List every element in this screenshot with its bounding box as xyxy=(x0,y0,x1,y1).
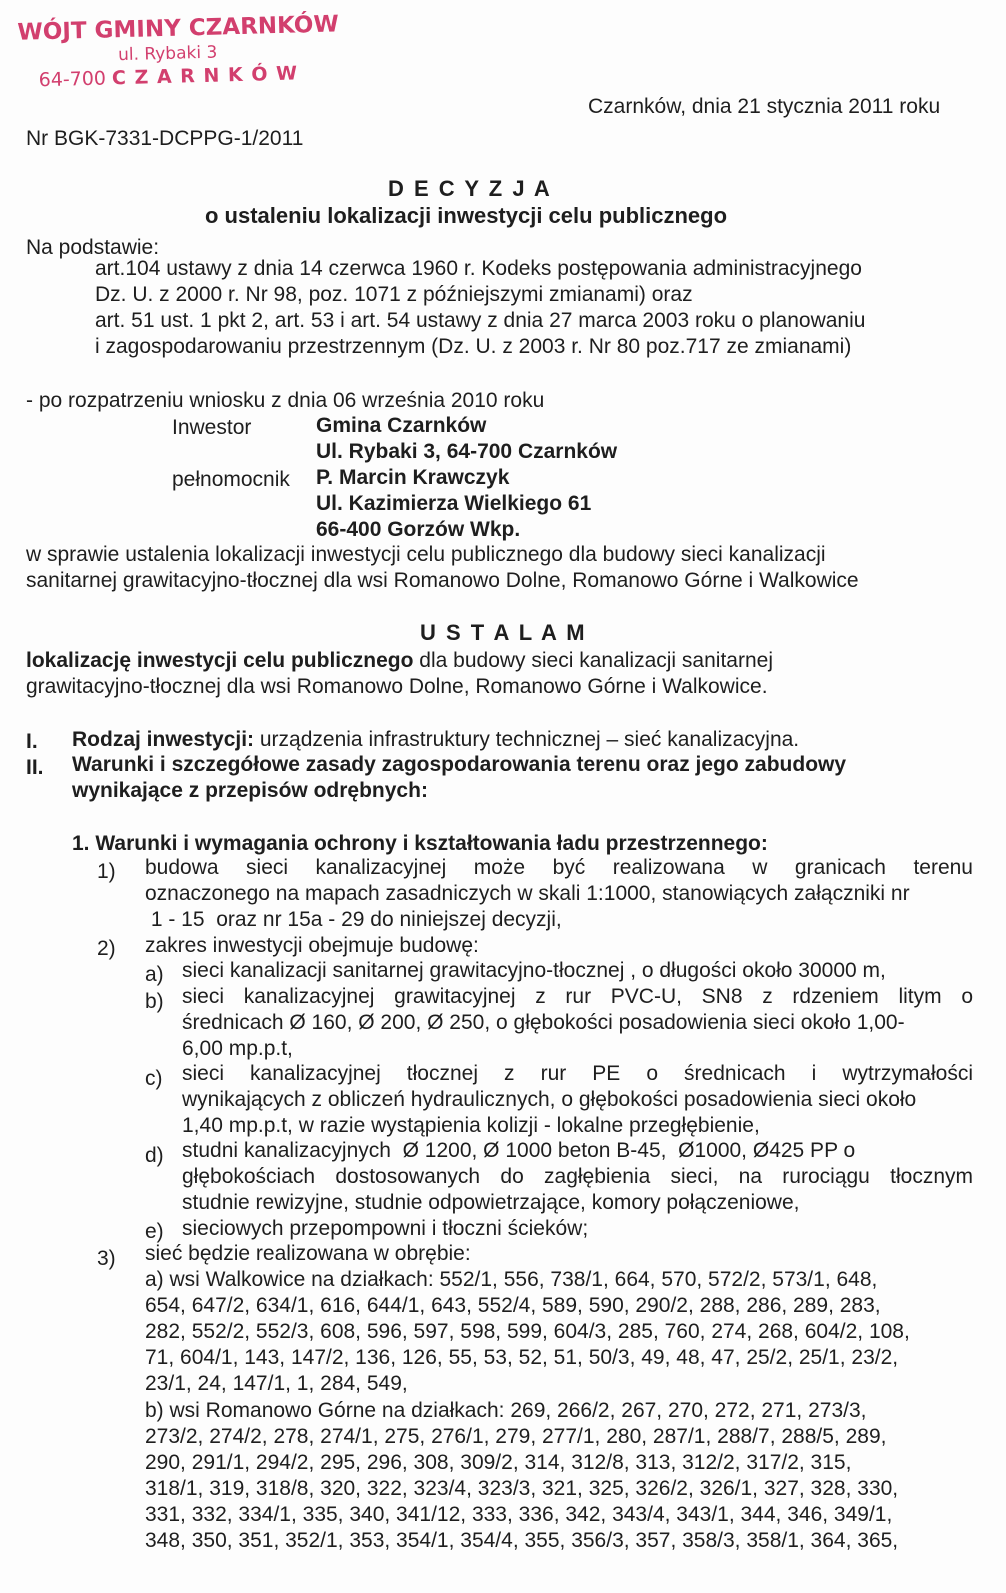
decision-text xyxy=(26,648,773,700)
item-2d-line-2: głębokościach dostosowanych do zagłębienia sieci, na rurociągu tłocznym xyxy=(182,1165,973,1188)
matter-line-1: w sprawie ustalenia lokalizacji inwestycji celu publicznego dla budowy sieci kanalizacji xyxy=(26,543,826,566)
item-1-num: 1) xyxy=(97,860,116,883)
walkowice-line-2: 654, 647/2, 634/1, 616, 644/1, 643, 552/4, 589, 590, 290/2, 288, 286, 289, 283, xyxy=(145,1294,881,1317)
item-2a-text xyxy=(182,958,886,984)
walkowice-line-1: a) wsi Walkowice na działkach: 552/1, 556, 738/1, 664, 570, 572/2, 573/1, 648, xyxy=(145,1268,878,1291)
item-2c-line-3: 1,40 mp.p.t, w razie wystąpienia kolizji - lokalne przegłębienie, xyxy=(182,1114,760,1137)
decision-title: D E C Y Z J A xyxy=(388,176,552,201)
item-2-num: 2) xyxy=(97,937,116,960)
basis-intro: Na podstawie: xyxy=(26,236,160,259)
item-2b-text xyxy=(182,984,973,1062)
item-2e-label: e) xyxy=(145,1220,164,1243)
romanowo-line-6: 348, 350, 351, 352/1, 353, 354/1, 354/4, 355, 356/3, 357, 358/3, 358/1, 364, 365, xyxy=(145,1529,899,1552)
item-2b-line-2: średnicach Ø 160, Ø 200, Ø 250, o głębokości posadowienia sieci około 1,00- xyxy=(182,1011,905,1034)
item-2b-line-3: 6,00 mp.p.t, xyxy=(182,1037,293,1060)
item-2b-label: b) xyxy=(145,990,164,1013)
item-1-line-2: oznaczonego na mapach zasadniczych w skali 1:1000, stanowiących załączniki nr xyxy=(145,882,910,905)
basis-line-2: Dz. U. z 2000 r. Nr 98, poz. 1071 z późniejszymi zmianami) oraz xyxy=(95,283,693,306)
basis-line-1: art.104 ustawy z dnia 14 czerwca 1960 r. Kodeks postępowania administracyjnego xyxy=(95,257,862,280)
item-1-text xyxy=(145,855,973,933)
romanowo-line-2: 273/2, 274/2, 278, 274/1, 275, 276/1, 279, 277/1, 280, 287/1, 288/7, 288/5, 289, xyxy=(145,1425,887,1448)
reference-number: Nr BGK-7331-DCPPG-1/2011 xyxy=(26,127,304,150)
application-line: - po rozpatrzeniu wniosku z dnia 06 września 2010 roku xyxy=(26,389,545,412)
item-2d-text xyxy=(182,1138,973,1216)
item-2d-label: d) xyxy=(145,1144,164,1167)
walkowice-parcels xyxy=(145,1267,973,1397)
stamp-line-3 xyxy=(38,62,308,91)
section-2-line-2: wynikające z przepisów odrębnych: xyxy=(72,779,428,802)
proxy-street: Ul. Kazimierza Wielkiego 61 xyxy=(316,492,592,515)
walkowice-line-4: 71, 604/1, 143, 147/2, 136, 126, 55, 53, 52, 51, 50/3, 49, 48, 47, 25/2, 25/1, 23/2, xyxy=(145,1346,899,1369)
section-1-rest: urządzenia infrastruktury technicznej – sieć kanalizacyjna. xyxy=(254,728,800,751)
item-2e-line-1: sieciowych przepompowni i tłoczni ścieków; xyxy=(182,1217,589,1240)
section-1-bold: Rodzaj inwestycji: xyxy=(72,728,255,751)
investor-address: Ul. Rybaki 3, 64-700 Czarnków xyxy=(316,440,618,463)
walkowice-line-5: 23/1, 24, 147/1, 1, 284, 549, xyxy=(145,1372,408,1395)
item-2c-line-1: sieci kanalizacyjnej tłocznej z rur PE o średnicach i wytrzymałości xyxy=(182,1062,973,1085)
basis-line-4: i zagospodarowaniu przestrzennym (Dz. U. z 2003 r. Nr 80 poz.717 ze zmianami) xyxy=(95,335,852,358)
investor-block xyxy=(316,413,617,465)
item-2-intro: zakres inwestycji obejmuje budowę: xyxy=(145,934,479,957)
stamp-city: C Z A R N K Ó W xyxy=(111,62,299,90)
item-2d-line-3: studnie rewizyjne, studnie odpowietrzające, komory połączeniowe, xyxy=(182,1191,800,1214)
matter-text xyxy=(26,542,859,594)
item-2a-line-1: sieci kanalizacji sanitarnej grawitacyjno-tłocznej , o długości około 30000 m, xyxy=(182,959,886,982)
romanowo-line-4: 318/1, 319, 318/8, 320, 322, 323/4, 323/3, 321, 325, 326/2, 326/1, 327, 328, 330, xyxy=(145,1477,899,1500)
place-date: Czarnków, dnia 21 stycznia 2011 roku xyxy=(588,95,941,118)
item-3-intro: sieć będzie realizowana w obrębie: xyxy=(145,1242,471,1265)
decision-subtitle: o ustaleniu lokalizacji inwestycji celu publicznego xyxy=(205,203,728,228)
proxy-city: 66-400 Gorzów Wkp. xyxy=(316,518,521,541)
romanowo-line-1: b) wsi Romanowo Górne na działkach: 269, 266/2, 267, 270, 272, 271, 273/3, xyxy=(145,1399,867,1422)
romanowo-parcels xyxy=(145,1398,973,1554)
item-2a-label: a) xyxy=(145,963,164,986)
item-2e-text xyxy=(182,1216,588,1242)
proxy-name: P. Marcin Krawczyk xyxy=(316,466,510,489)
item-1-line-1: budowa sieci kanalizacyjnej może być realizowana w granicach terenu xyxy=(145,856,973,879)
walkowice-line-3: 282, 552/2, 552/3, 608, 596, 597, 598, 599, 604/3, 285, 760, 274, 268, 604/2, 108, xyxy=(145,1320,910,1343)
official-stamp xyxy=(17,11,340,92)
investor-label: Inwestor xyxy=(172,416,252,439)
stamp-line-1: WÓJT GMINY CZARNKÓW xyxy=(17,11,340,46)
romanowo-line-5: 331, 332, 334/1, 335, 340, 341/12, 333, 336, 342, 343/4, 343/1, 344, 346, 349/1, xyxy=(145,1503,893,1526)
stamp-postcode: 64-700 xyxy=(38,67,113,92)
item-2c-label: c) xyxy=(145,1067,163,1090)
item-1-line-3: 1 - 15 oraz nr 15a - 29 do niniejszej decyzji, xyxy=(145,908,562,931)
point-1-heading: 1. Warunki i wymagania ochrony i kształtowania ładu przestrzennego: xyxy=(72,832,768,855)
section-1-text xyxy=(72,727,799,753)
matter-line-2: sanitarnej grawitacyjno-tłocznej dla wsi Romanowo Dolne, Romanowo Górne i Walkowice xyxy=(26,569,859,592)
basis-line-3: art. 51 ust. 1 pkt 2, art. 53 i art. 54 ustawy z dnia 27 marca 2003 roku o planowaniu xyxy=(95,309,866,332)
section-2-heading xyxy=(72,752,846,804)
decision-word: U S T A L A M xyxy=(420,620,587,645)
item-2c-text xyxy=(182,1061,973,1139)
item-2d-line-1: studni kanalizacyjnych Ø 1200, Ø 1000 beton B-45, Ø1000, Ø425 PP o xyxy=(182,1139,856,1162)
item-2b-line-1: sieci kanalizacyjnej grawitacyjnej z rur PVC-U, SN8 z rdzeniem litym o xyxy=(182,985,973,1008)
item-2c-line-2: wynikających z obliczeń hydraulicznych, o głębokości posadowienia sieci około xyxy=(182,1088,917,1111)
decision-line-1 xyxy=(26,648,773,674)
investor-name: Gmina Czarnków xyxy=(316,414,487,437)
section-1-num: I. xyxy=(26,730,38,753)
decision-rest: dla budowy sieci kanalizacji sanitarnej xyxy=(413,649,773,672)
romanowo-line-3: 290, 291/1, 294/2, 295, 296, 308, 309/2, 314, 312/8, 313, 312/2, 317/2, 315, xyxy=(145,1451,852,1474)
basis-list xyxy=(95,256,865,360)
item-3-num: 3) xyxy=(97,1247,116,1270)
proxy-block xyxy=(316,465,591,543)
section-2-num: II. xyxy=(26,756,44,779)
decision-bold: lokalizację inwestycji celu publicznego xyxy=(26,649,414,672)
proxy-label: pełnomocnik xyxy=(172,468,290,491)
stamp-line-2: ul. Rybaki 3 xyxy=(117,42,218,66)
decision-line-2: grawitacyjno-tłocznej dla wsi Romanowo Dolne, Romanowo Górne i Walkowice. xyxy=(26,675,768,698)
section-2-line-1: Warunki i szczegółowe zasady zagospodarowania terenu oraz jego zabudowy xyxy=(72,753,847,776)
